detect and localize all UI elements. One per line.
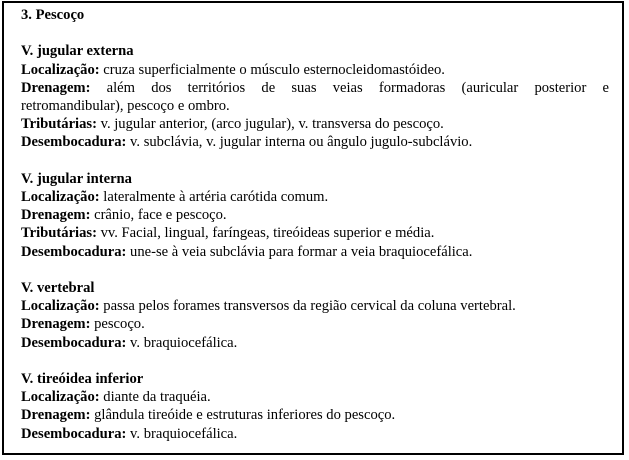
field-desembocadura	[21, 243, 609, 261]
field-label: Desembocadura:	[21, 425, 127, 442]
field-drenagem-continuation: retromandibular), pescoço e ombro.	[21, 98, 230, 114]
field-text: v. jugular anterior, (arco jugular), v. transversa do pescoço.	[100, 116, 444, 133]
field-label: Localização:	[21, 189, 100, 205]
field-label: Localização:	[21, 61, 100, 78]
field-desembocadura	[21, 425, 609, 443]
field-text: crânio, face e pescoço.	[94, 207, 227, 224]
section-title: 3. Pescoço	[21, 7, 85, 23]
field-text: pescoço.	[94, 316, 145, 333]
vein-name: V. jugular interna	[21, 170, 132, 187]
field-text: cruza superficialmente o músculo esternocleidomastóideo.	[103, 61, 445, 78]
field-drenagem	[21, 315, 609, 333]
field-label: Drenagem:	[21, 316, 91, 333]
field-label: Localização:	[21, 298, 100, 315]
field-text: v. braquiocefálica.	[130, 425, 238, 442]
field-drenagem	[21, 406, 609, 424]
vein-name: V. tireóidea inferior	[21, 371, 144, 387]
field-localizacao	[21, 297, 609, 315]
field-text: vv. Facial, lingual, faríngeas, tireóideas superior e média.	[100, 225, 435, 242]
field-text: une-se à veia subclávia para formar a veia braquiocefálica.	[130, 243, 473, 260]
vein-block-jugular-interna	[21, 170, 609, 261]
field-desembocadura	[21, 334, 609, 352]
field-label: Tributárias:	[21, 116, 97, 133]
vein-name: V. jugular externa	[21, 43, 134, 60]
field-text: v. braquiocefálica.	[130, 334, 238, 351]
vein-block-jugular-externa	[21, 42, 609, 151]
field-text: passa pelos forames transversos da região cervical da coluna vertebral.	[103, 298, 516, 315]
field-label: Localização:	[21, 389, 100, 406]
field-label: Desembocadura:	[21, 334, 127, 351]
vein-name: V. vertebral	[21, 280, 95, 296]
vein-block-tireoidea-inferior	[21, 370, 609, 443]
field-label: Desembocadura:	[21, 134, 127, 151]
field-tributarias	[21, 115, 609, 133]
field-label: Desembocadura:	[21, 243, 127, 260]
field-label: Tributárias:	[21, 225, 97, 242]
field-tributarias	[21, 224, 609, 242]
vein-block-vertebral	[21, 279, 609, 352]
field-text: além dos territórios de suas veias formadoras (auricular posterior e	[106, 79, 609, 96]
field-label: Drenagem:	[21, 407, 91, 424]
field-desembocadura	[21, 133, 609, 151]
document-frame	[2, 1, 624, 455]
document-content	[21, 6, 609, 443]
field-text: diante da traquéia.	[103, 389, 211, 406]
field-label: Drenagem:	[21, 207, 91, 224]
field-label: Drenagem:	[21, 79, 91, 96]
field-localizacao	[21, 188, 609, 206]
field-text: lateralmente à artéria carótida comum.	[103, 189, 329, 205]
field-drenagem	[21, 79, 609, 97]
field-text: glândula tireóide e estruturas inferiores do pescoço.	[94, 407, 396, 424]
field-localizacao	[21, 388, 609, 406]
field-localizacao	[21, 61, 609, 79]
field-text: v. subclávia, v. jugular interna ou ângulo jugulo-subclávio.	[130, 134, 473, 151]
field-drenagem	[21, 206, 609, 224]
